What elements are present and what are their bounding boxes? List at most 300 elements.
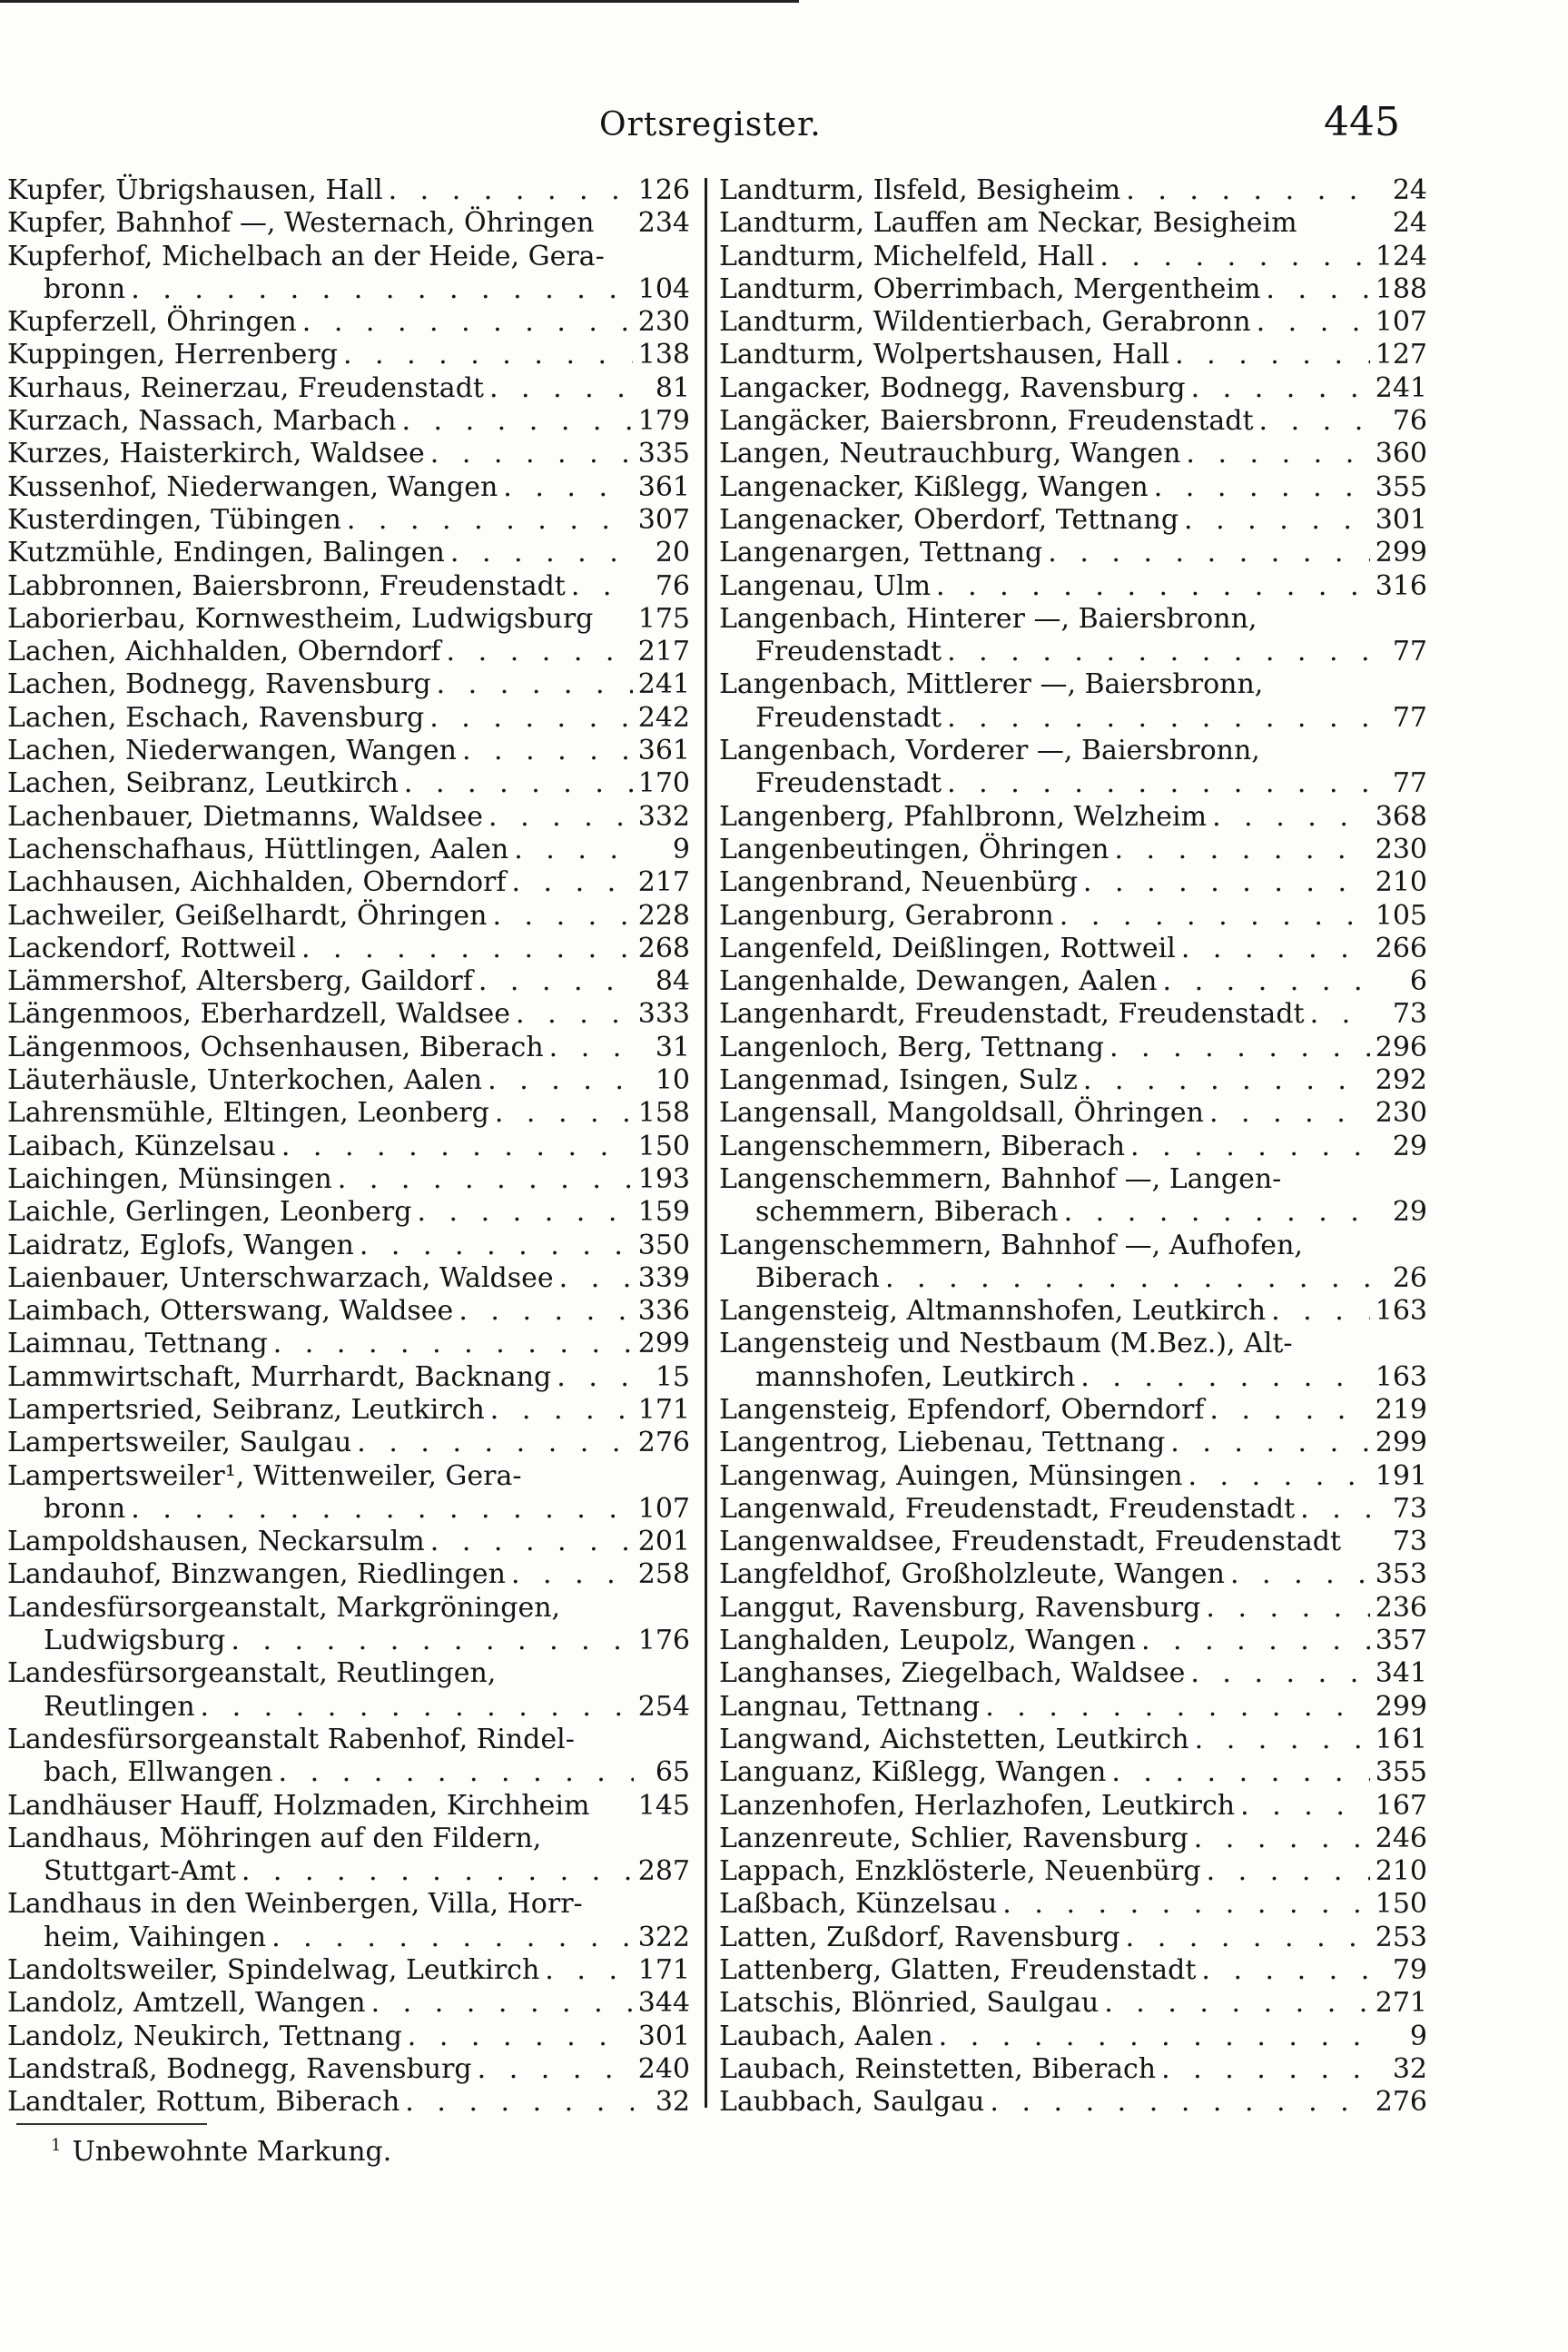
index-entry <box>719 1987 1427 2020</box>
entry-text: Labbronnen, Baiersbronn, Freudenstadt <box>7 569 566 602</box>
leader-dots <box>371 1987 633 2020</box>
index-entry <box>719 1625 1427 1657</box>
index-entry <box>719 1163 1427 1230</box>
page-reference: 163 <box>1375 1295 1427 1328</box>
leader-dots <box>936 570 1370 603</box>
index-entry <box>7 372 690 405</box>
entry-text: Landstraß, Bodnegg, Ravensburg <box>7 2052 472 2085</box>
entry-text: Landturm, Wildentierbach, Gerabronn <box>719 306 1251 339</box>
page-reference: 179 <box>637 405 690 438</box>
page-reference: 276 <box>637 1427 690 1459</box>
index-entry <box>719 1064 1427 1097</box>
index-entry <box>719 438 1427 470</box>
index-entry <box>7 1394 690 1427</box>
entry-text: Längenmoos, Eberhardzell, Waldsee <box>7 998 511 1031</box>
leader-dots <box>430 438 633 470</box>
entry-text: Landolz, Neukirch, Tettnang <box>7 2020 402 2052</box>
page-reference: 361 <box>637 735 690 767</box>
entry-text: Freudenstadt <box>755 636 942 668</box>
page-reference: 126 <box>637 174 690 206</box>
index-entry <box>7 900 690 933</box>
index-entry <box>719 2053 1427 2086</box>
leader-dots <box>511 1558 633 1591</box>
leader-dots <box>271 1922 633 1954</box>
index-entry <box>7 1295 690 1328</box>
leader-dots <box>447 636 633 668</box>
leader-dots <box>1100 241 1369 273</box>
page-reference: 29 <box>1392 1130 1427 1162</box>
leader-dots <box>1083 1064 1370 1097</box>
page-reference: 158 <box>637 1097 690 1130</box>
leader-dots <box>1083 866 1370 899</box>
entry-text: Landhäuser Hauff, Holzmaden, Kirchheim <box>7 1789 590 1822</box>
index-entry <box>7 1032 690 1064</box>
index-entry <box>7 1361 690 1394</box>
footnote-rule <box>16 2123 207 2125</box>
leader-dots <box>408 2021 633 2053</box>
index-entry <box>7 2086 690 2119</box>
entry-text: Landhaus in den Weinbergen, Villa, Horr- <box>7 1888 583 1921</box>
page-reference: 332 <box>637 800 690 833</box>
entry-text: Langfeldhof, Großholzleute, Wangen <box>719 1558 1225 1591</box>
index-entry <box>7 1097 690 1130</box>
leader-dots <box>389 174 633 207</box>
page-reference: 193 <box>637 1162 690 1195</box>
leader-dots <box>1206 1592 1369 1625</box>
leader-dots <box>405 2086 634 2119</box>
index-entry <box>719 1592 1427 1625</box>
page-reference: 73 <box>1392 1492 1427 1525</box>
leader-dots <box>1209 1394 1369 1427</box>
index-entry <box>7 1196 690 1229</box>
page-reference: 170 <box>637 767 690 800</box>
page-reference: 210 <box>1375 866 1427 899</box>
entry-text: Lachen, Seibranz, Leutkirch <box>7 767 399 800</box>
leader-dots <box>990 2086 1369 2119</box>
entry-text: Langhalden, Leupolz, Wangen <box>719 1625 1136 1657</box>
entry-text: schemmern, Biberach <box>755 1196 1059 1229</box>
entry-text: Laibach, Künzelsau <box>7 1130 276 1162</box>
page-reference: 240 <box>637 2052 690 2085</box>
leader-dots <box>1109 1032 1370 1064</box>
entry-text: heim, Vaihingen <box>44 1921 267 1953</box>
page-reference: 296 <box>1375 1031 1427 1063</box>
entry-text: Langenbach, Vorderer —, Baiersbronn, <box>719 735 1260 767</box>
entry-text: bronn <box>44 272 126 305</box>
entry-text: Kusterdingen, Tübingen <box>7 503 341 536</box>
leader-dots <box>450 537 634 569</box>
entry-text: Langhanses, Ziegelbach, Waldsee <box>719 1657 1186 1690</box>
page-reference: 246 <box>1375 1822 1427 1854</box>
page-reference: 145 <box>637 1789 690 1822</box>
entry-text: Lahrensmühle, Eltingen, Leonberg <box>7 1097 489 1130</box>
index-entry <box>7 1724 690 1790</box>
leader-dots <box>1064 1196 1371 1229</box>
entry-text: Landturm, Ilsfeld, Besigheim <box>719 174 1121 206</box>
leader-dots <box>1188 1460 1369 1493</box>
leader-dots <box>343 339 633 371</box>
index-entry <box>719 834 1427 866</box>
leader-dots <box>545 1954 632 1987</box>
leader-dots <box>201 1691 633 1724</box>
entry-text: Lachen, Niederwangen, Wangen <box>7 735 457 767</box>
page-reference: 350 <box>637 1229 690 1261</box>
entry-text: Landesfürsorgeanstalt, Reutlingen, <box>7 1657 497 1690</box>
index-entry <box>719 1657 1427 1690</box>
page-reference: 353 <box>1375 1558 1427 1591</box>
leader-dots <box>939 2021 1371 2053</box>
leader-dots <box>947 702 1371 735</box>
leader-dots <box>1300 1493 1371 1526</box>
entry-text: Lämmershof, Altersberg, Gaildorf <box>7 965 473 998</box>
entry-text: Landesfürsorgeanstalt, Markgröningen, <box>7 1591 561 1624</box>
entry-text: Langenmad, Isingen, Sulz <box>719 1064 1078 1097</box>
entry-text: Laimbach, Otterswang, Waldsee <box>7 1295 454 1328</box>
leader-dots <box>557 1361 634 1394</box>
entry-text: Längenmoos, Ochsenhausen, Biberach <box>7 1031 544 1063</box>
leader-dots <box>947 636 1371 668</box>
page-reference: 150 <box>1375 1888 1427 1921</box>
entry-text: Langwand, Aichstetten, Leutkirch <box>719 1723 1189 1755</box>
leader-dots <box>1191 372 1370 405</box>
index-entry <box>7 1427 690 1459</box>
leader-dots <box>462 735 633 767</box>
index-entry <box>719 1790 1427 1823</box>
index-entry <box>719 1394 1427 1427</box>
leader-dots <box>437 668 633 701</box>
page-reference: 201 <box>637 1526 690 1558</box>
index-entry <box>719 1427 1427 1459</box>
page-reference: 357 <box>1375 1625 1427 1657</box>
entry-text: Langenacker, Kißlegg, Wangen <box>719 470 1149 503</box>
index-entry <box>7 1592 690 1658</box>
entry-text: Laimnau, Tettnang <box>7 1328 268 1360</box>
page-reference: 361 <box>637 470 690 503</box>
index-entry <box>719 603 1427 669</box>
entry-text: Kurhaus, Reinerzau, Freudenstadt <box>7 371 484 404</box>
index-entry <box>719 1954 1427 1987</box>
entry-text: Languanz, Kißlegg, Wangen <box>719 1756 1107 1789</box>
page-reference: 77 <box>1392 767 1427 800</box>
page-reference: 6 <box>1409 965 1427 998</box>
entry-text: Lappach, Enzklösterle, Neuenbürg <box>719 1855 1201 1888</box>
page-reference: 292 <box>1375 1064 1427 1097</box>
entry-text: Langentrog, Liebenau, Tettnang <box>719 1427 1166 1459</box>
entry-text: Langnau, Tettnang <box>719 1690 981 1723</box>
entry-text: Langenbach, Mittlerer —, Baiersbronn, <box>719 668 1264 701</box>
page-reference: 339 <box>637 1261 690 1294</box>
leader-dots <box>1111 1756 1369 1789</box>
entry-text: Stuttgart-Amt <box>44 1855 236 1888</box>
leader-dots <box>885 1262 1371 1295</box>
leader-dots <box>1163 965 1371 998</box>
entry-text: Langensteig, Altmannshofen, Leutkirch <box>719 1295 1267 1328</box>
page-reference: 76 <box>1392 405 1427 438</box>
page-reference: 107 <box>637 1492 690 1525</box>
entry-text: Langenloch, Berg, Tettnang <box>719 1031 1104 1063</box>
index-entry <box>7 174 690 207</box>
entry-text: Langenau, Ulm <box>719 569 932 602</box>
page-reference: 104 <box>637 272 690 305</box>
page-reference: 167 <box>1375 1789 1427 1822</box>
index-entry <box>719 504 1427 537</box>
leader-dots <box>489 372 634 405</box>
index-entry <box>7 965 690 998</box>
page-reference: 299 <box>1375 537 1427 569</box>
leader-dots <box>404 767 633 800</box>
entry-text: Landoltsweiler, Spindelwag, Leutkirch <box>7 1954 540 1987</box>
page-reference: 15 <box>655 1360 690 1393</box>
index-entry <box>719 1493 1427 1526</box>
leader-dots <box>338 1163 633 1196</box>
index-entry <box>7 1888 690 1954</box>
index-entry <box>719 339 1427 371</box>
leader-dots <box>1194 1823 1370 1855</box>
leader-dots <box>1080 1361 1369 1394</box>
entry-text: Landhaus, Möhringen auf den Fildern, <box>7 1822 542 1854</box>
page-reference: 171 <box>637 1393 690 1426</box>
page-number: 445 <box>1324 99 1400 145</box>
page-reference: 32 <box>1392 2052 1427 2085</box>
leader-dots <box>490 1394 633 1427</box>
entry-text: bronn <box>44 1492 126 1525</box>
page-reference: 77 <box>1392 636 1427 668</box>
index-entry <box>719 965 1427 998</box>
page-reference: 124 <box>1375 240 1427 272</box>
index-entry <box>719 1855 1427 1888</box>
leader-dots <box>459 1295 632 1328</box>
entry-text: Kurzach, Nassach, Marbach <box>7 405 397 438</box>
index-entry <box>7 339 690 371</box>
entry-text: Lampertsried, Seibranz, Leutkirch <box>7 1393 485 1426</box>
page-reference: 322 <box>637 1921 690 1953</box>
page-reference: 301 <box>1375 503 1427 536</box>
leader-dots <box>1271 1295 1370 1328</box>
leader-dots <box>1259 405 1371 438</box>
page-reference: 271 <box>1375 1987 1427 2020</box>
index-entry <box>7 1657 690 1724</box>
index-entry <box>7 636 690 668</box>
page-reference: 175 <box>637 602 690 635</box>
leader-dots <box>301 933 633 965</box>
page-reference: 79 <box>1392 1954 1427 1987</box>
entry-text: Kutzmühle, Endingen, Balingen <box>7 537 445 569</box>
entry-text: Langenhalde, Dewangen, Aalen <box>719 965 1158 998</box>
index-entry <box>7 998 690 1031</box>
page-reference: 276 <box>1375 2086 1427 2119</box>
page-reference: 236 <box>1375 1591 1427 1624</box>
leader-dots <box>1201 1954 1371 1987</box>
index-entry <box>719 1724 1427 1756</box>
page-reference: 230 <box>637 306 690 339</box>
leader-dots <box>985 1691 1370 1724</box>
page-reference: 161 <box>1375 1723 1427 1755</box>
page-reference: 188 <box>1375 272 1427 305</box>
page-reference: 336 <box>637 1295 690 1328</box>
index-entry <box>7 603 690 636</box>
index-entry <box>719 1558 1427 1591</box>
entry-text: Langenwag, Auingen, Münsingen <box>719 1459 1183 1492</box>
leader-dots <box>1154 471 1370 504</box>
entry-text: Langenbach, Hinterer —, Baiersbronn, <box>719 602 1257 635</box>
entry-text: Kuppingen, Herrenberg <box>7 339 338 371</box>
index-entry <box>719 801 1427 834</box>
page-reference: 31 <box>655 1031 690 1063</box>
index-entry <box>7 1328 690 1360</box>
entry-text: Laichingen, Münsingen <box>7 1162 332 1195</box>
index-entry <box>719 1295 1427 1328</box>
entry-text: Langensteig und Nestbaum (M.Bez.), Alt- <box>719 1328 1293 1360</box>
leader-dots <box>478 2053 633 2086</box>
index-entry <box>7 504 690 537</box>
page-reference: 24 <box>1392 174 1427 206</box>
leader-dots <box>401 405 632 438</box>
entry-text: Lanzenhofen, Herlazhofen, Leutkirch <box>719 1789 1236 1822</box>
leader-dots <box>478 965 634 998</box>
entry-text: Laubbach, Saulgau <box>719 2086 985 2119</box>
index-entry <box>719 933 1427 965</box>
entry-text: Laichle, Gerlingen, Leonberg <box>7 1196 412 1229</box>
entry-text: Läuterhäusle, Unterkochen, Aalen <box>7 1064 483 1097</box>
leader-dots <box>417 1196 632 1229</box>
index-entry <box>719 668 1427 735</box>
index-entry <box>7 801 690 834</box>
leader-dots <box>1181 933 1370 965</box>
index-entry <box>719 1922 1427 1954</box>
entry-text: Langenburg, Gerabronn <box>719 899 1054 932</box>
page-reference: 344 <box>637 1987 690 2020</box>
index-entry <box>719 471 1427 504</box>
entry-text: Langenschemmern, Bahnhof —, Langen- <box>719 1162 1282 1195</box>
page-reference: 333 <box>637 998 690 1031</box>
index-entry <box>719 2086 1427 2119</box>
page-reference: 32 <box>655 2086 690 2119</box>
index-entry <box>7 1790 690 1823</box>
index-entry <box>7 1064 690 1097</box>
index-entry <box>719 241 1427 273</box>
entry-text: Langenargen, Tettnang <box>719 537 1043 569</box>
entry-text: Laßbach, Künzelsau <box>719 1888 998 1921</box>
page-reference: 29 <box>1392 1196 1427 1229</box>
entry-text: Latten, Zußdorf, Ravensburg <box>719 1921 1120 1953</box>
entry-text: Lachenschafhaus, Hüttlingen, Aalen <box>7 833 509 865</box>
page-reference: 163 <box>1375 1360 1427 1393</box>
leader-dots <box>281 1131 633 1163</box>
page-reference: 299 <box>1375 1690 1427 1723</box>
index-entry <box>719 1526 1427 1558</box>
index-entry <box>7 1262 690 1295</box>
entry-text: Lammwirtschaft, Murrhardt, Backnang <box>7 1360 552 1393</box>
index-entry <box>7 471 690 504</box>
leader-dots <box>1060 900 1370 933</box>
index-entry <box>7 1954 690 1987</box>
leader-dots <box>1002 1888 1369 1921</box>
index-entry <box>719 1691 1427 1724</box>
entry-text: Kupferzell, Öhringen <box>7 306 297 339</box>
leader-dots <box>511 866 632 899</box>
leader-dots <box>549 1032 634 1064</box>
entry-text: Kussenhof, Niederwangen, Wangen <box>7 470 498 503</box>
page-reference: 10 <box>655 1064 690 1097</box>
leader-dots <box>1209 1097 1370 1130</box>
leader-dots <box>1126 174 1371 207</box>
leader-dots <box>571 570 634 603</box>
page-reference: 228 <box>637 899 690 932</box>
leader-dots <box>429 702 633 735</box>
page-reference: 316 <box>1375 569 1427 602</box>
leader-dots <box>1184 504 1370 537</box>
page-reference: 65 <box>655 1756 690 1789</box>
page-reference: 20 <box>655 537 690 569</box>
column-divider <box>705 178 707 2108</box>
leader-dots <box>503 471 632 504</box>
page-reference: 191 <box>1375 1459 1427 1492</box>
index-entry <box>7 207 690 240</box>
leader-dots <box>1170 1427 1369 1459</box>
leader-dots <box>273 1328 633 1360</box>
entry-text: mannshofen, Leutkirch <box>755 1360 1076 1393</box>
index-entry <box>7 1558 690 1591</box>
page-reference: 138 <box>637 339 690 371</box>
footnote-marker: 1 <box>51 2136 62 2155</box>
index-entry <box>719 1131 1427 1163</box>
entry-text: Langäcker, Baiersbronn, Freudenstadt <box>719 405 1254 438</box>
index-entry <box>719 1230 1427 1296</box>
page-reference: 159 <box>637 1196 690 1229</box>
leader-dots <box>347 504 633 537</box>
index-entry <box>7 306 690 339</box>
page-reference: 241 <box>1375 371 1427 404</box>
entry-text: Kupferhof, Michelbach an der Heide, Gera- <box>7 240 605 272</box>
page-reference: 299 <box>1375 1427 1427 1459</box>
page-reference: 73 <box>1392 998 1427 1031</box>
leader-dots <box>1130 1131 1371 1163</box>
index-entry <box>7 735 690 767</box>
leader-dots <box>1186 438 1369 470</box>
entry-text: Langenbeutingen, Öhringen <box>719 833 1109 865</box>
leader-dots <box>242 1855 633 1888</box>
entry-text: Langen, Neutrauchburg, Wangen <box>719 438 1181 470</box>
entry-text: Langenacker, Oberdorf, Tettnang <box>719 503 1179 536</box>
entry-text: Laubach, Aalen <box>719 2020 933 2052</box>
index-entry <box>719 1756 1427 1789</box>
leader-dots <box>514 834 634 866</box>
index-entry <box>7 834 690 866</box>
left-column <box>7 174 690 2120</box>
leader-dots <box>360 1230 633 1262</box>
index-entry <box>719 372 1427 405</box>
right-column <box>719 174 1427 2120</box>
entry-text: Biberach <box>755 1261 880 1294</box>
entry-text: Lachenbauer, Dietmanns, Waldsee <box>7 800 484 833</box>
index-entry <box>719 273 1427 306</box>
page-reference: 355 <box>1375 470 1427 503</box>
entry-text: Landturm, Oberrimbach, Mergentheim <box>719 272 1261 305</box>
entry-text: Kurzes, Haisterkirch, Waldsee <box>7 438 425 470</box>
footnote <box>51 2136 391 2168</box>
page-reference: 24 <box>1392 207 1427 240</box>
leader-dots <box>1266 273 1369 306</box>
entry-text: Lachen, Bodnegg, Ravensburg <box>7 668 431 701</box>
index-entry <box>7 2021 690 2053</box>
leader-dots <box>430 1526 633 1558</box>
top-rule <box>0 0 799 3</box>
page-reference: 176 <box>637 1625 690 1657</box>
entry-text: Latschis, Blönried, Saulgau <box>719 1987 1100 2020</box>
entry-text: Laidratz, Eglofs, Wangen <box>7 1229 354 1261</box>
page-header <box>0 95 1568 150</box>
entry-text: Freudenstadt <box>755 767 942 800</box>
